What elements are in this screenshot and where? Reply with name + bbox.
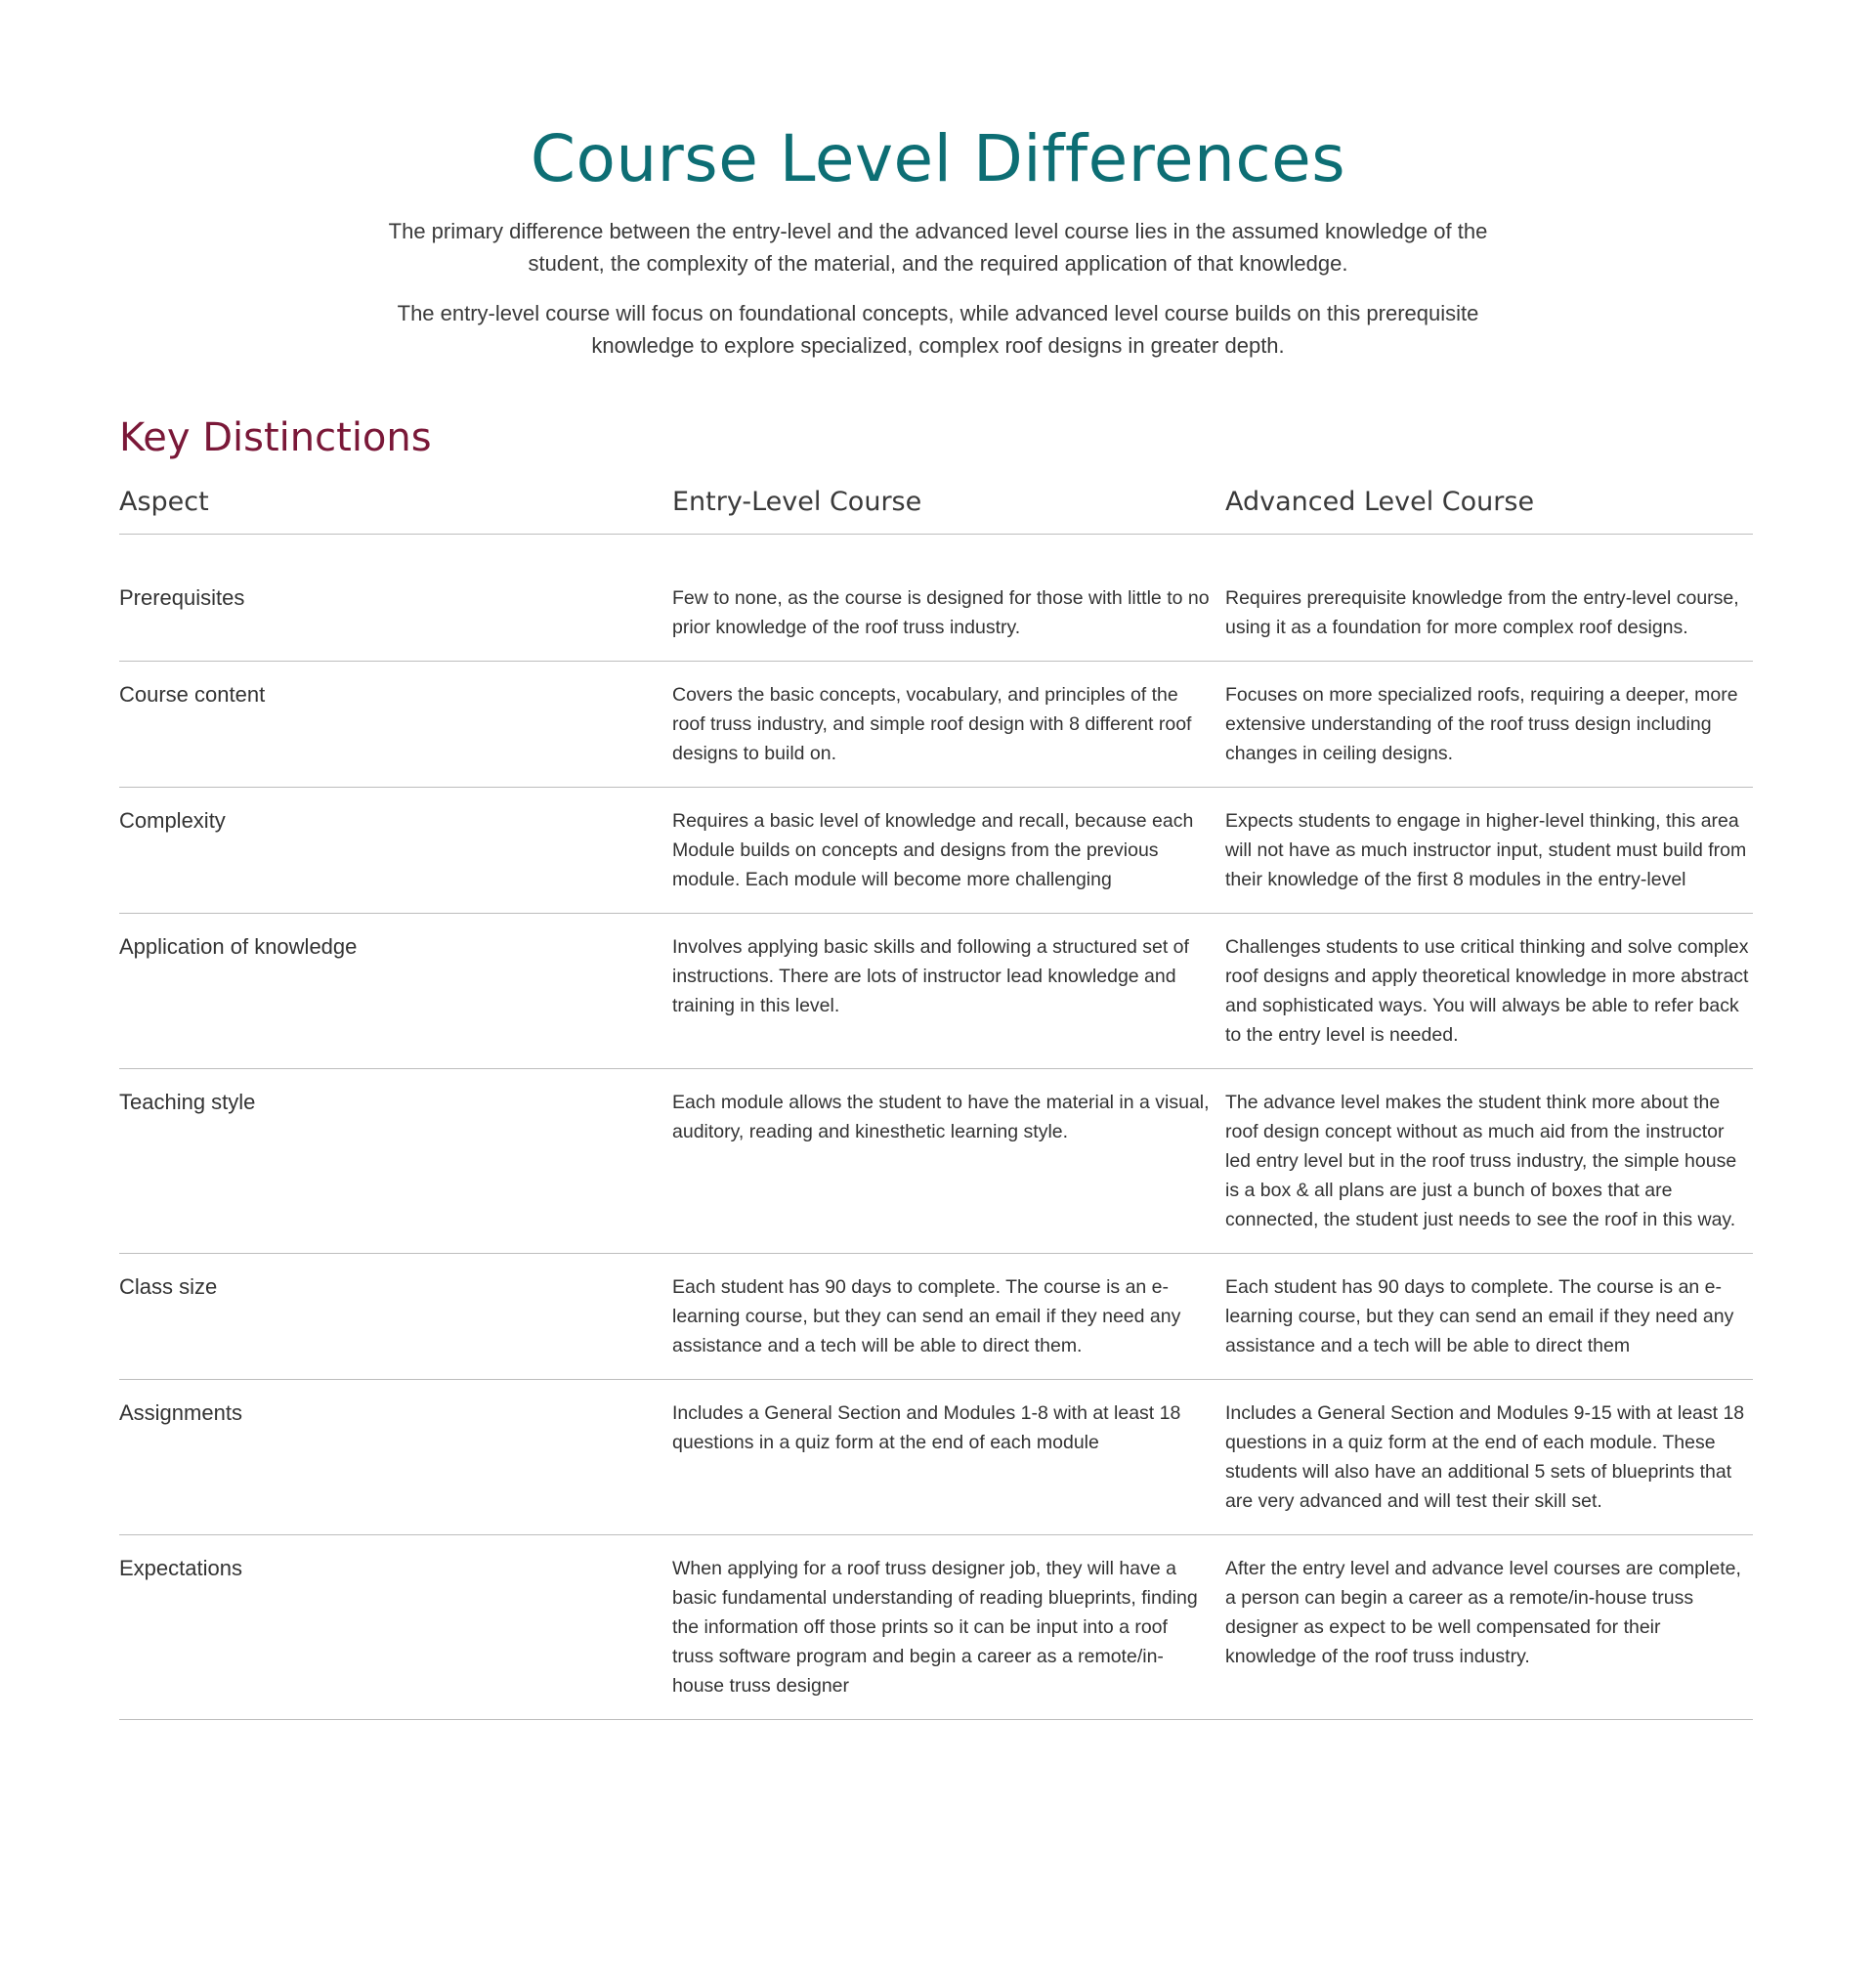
column-header-advanced-level: Advanced Level Course xyxy=(1225,487,1535,517)
table-row-class-size xyxy=(119,1254,1753,1380)
table-row-expectations xyxy=(119,1535,1753,1720)
entry-level-cell: Covers the basic concepts, vocabulary, and principles of the roof truss industry, and simple roof design with 8 different roof designs to build on. xyxy=(672,684,1192,764)
section-heading: Key Distinctions xyxy=(119,415,432,460)
table-header xyxy=(119,483,1753,535)
entry-level-cell: Includes a General Section and Modules 1-8 with at least 18 questions in a quiz form at the end of each module xyxy=(672,1402,1181,1453)
table-row-application-of-knowledge xyxy=(119,914,1753,1069)
entry-level-cell: Few to none, as the course is designed for those with little to no prior knowledge of the roof truss industry. xyxy=(672,587,1210,638)
advanced-level-cell: After the entry level and advance level courses are complete, a person can begin a career as a remote/in-house truss designer as expect to be well compensated for their knowledge of the roof truss industry. xyxy=(1225,1558,1741,1667)
page-title: Course Level Differences xyxy=(530,121,1346,196)
intro-paragraph-2: The entry-level course will focus on foundational concepts, while advanced level course builds on this prerequisite knowledge to explore specialized, complex roof designs in greater depth. xyxy=(397,301,1479,358)
aspect-cell: Teaching style xyxy=(119,1090,256,1114)
advanced-level-cell: Each student has 90 days to complete. The course is an e-learning course, but they can send an email if they need any assistance and a tech will be able to direct them xyxy=(1225,1276,1734,1356)
column-header-aspect: Aspect xyxy=(119,487,209,517)
intro-paragraph-1: The primary difference between the entry-level and the advanced level course lies in the assumed knowledge of the student, the complexity of the material, and the required application of that knowledge. xyxy=(388,219,1488,276)
entry-level-cell: When applying for a roof truss designer job, they will have a basic fundamental understanding of reading blueprints, finding the information off those prints so it can be input into a roof truss software program and begin a career as a remote/in-house truss designer xyxy=(672,1558,1198,1697)
table-row-assignments xyxy=(119,1380,1753,1535)
table-row-prerequisites xyxy=(119,583,1753,662)
entry-level-cell: Each module allows the student to have the material in a visual, auditory, reading and kinesthetic learning style. xyxy=(672,1092,1210,1142)
table-row-course-content xyxy=(119,662,1753,788)
advanced-level-cell: Includes a General Section and Modules 9-15 with at least 18 questions in a quiz form at the end of each module. These students will also have an additional 5 sets of blueprints that are very advanced and will test their skill set. xyxy=(1225,1402,1745,1512)
aspect-cell: Complexity xyxy=(119,808,226,833)
entry-level-cell: Requires a basic level of knowledge and recall, because each Module builds on concepts and designs from the previous module. Each module will become more challenging xyxy=(672,810,1194,890)
entry-level-cell: Involves applying basic skills and following a structured set of instructions. There are lots of instructor lead knowledge and training in this level. xyxy=(672,936,1189,1016)
advanced-level-cell: Focuses on more specialized roofs, requiring a deeper, more extensive understanding of the roof truss design including changes in ceiling designs. xyxy=(1225,684,1738,764)
intro-section xyxy=(0,0,1876,362)
advanced-level-cell: Expects students to engage in higher-level thinking, this area will not have as much instructor input, student must build from their knowledge of the first 8 modules in the entry-level xyxy=(1225,810,1747,890)
advanced-level-cell: Requires prerequisite knowledge from the entry-level course, using it as a foundation for more complex roof designs. xyxy=(1225,587,1739,638)
table-row-complexity xyxy=(119,788,1753,914)
aspect-cell: Course content xyxy=(119,682,266,707)
column-header-entry-level: Entry-Level Course xyxy=(672,487,922,517)
key-distinctions-section xyxy=(119,414,1753,1720)
aspect-cell: Application of knowledge xyxy=(119,934,358,959)
advanced-level-cell: The advance level makes the student think more about the roof design concept without as much aid from the instructor led entry level but in the roof truss industry, the simple house is a box & all plans are just a bunch of boxes that are connected, the student just needs to see the roof in this way. xyxy=(1225,1092,1737,1230)
entry-level-cell: Each student has 90 days to complete. The course is an e-learning course, but they can send an email if they need any assistance and a tech will be able to direct them. xyxy=(672,1276,1181,1356)
distinctions-table xyxy=(119,483,1753,1720)
table-body xyxy=(119,583,1753,1720)
aspect-cell: Prerequisites xyxy=(119,585,245,610)
aspect-cell: Assignments xyxy=(119,1400,242,1425)
advanced-level-cell: Challenges students to use critical thinking and solve complex roof designs and apply theoretical knowledge in more abstract and sophisticated ways. You will always be able to refer back to the entry level is needed. xyxy=(1225,936,1749,1046)
aspect-cell: Class size xyxy=(119,1274,218,1299)
table-row-teaching-style xyxy=(119,1069,1753,1254)
aspect-cell: Expectations xyxy=(119,1556,242,1580)
